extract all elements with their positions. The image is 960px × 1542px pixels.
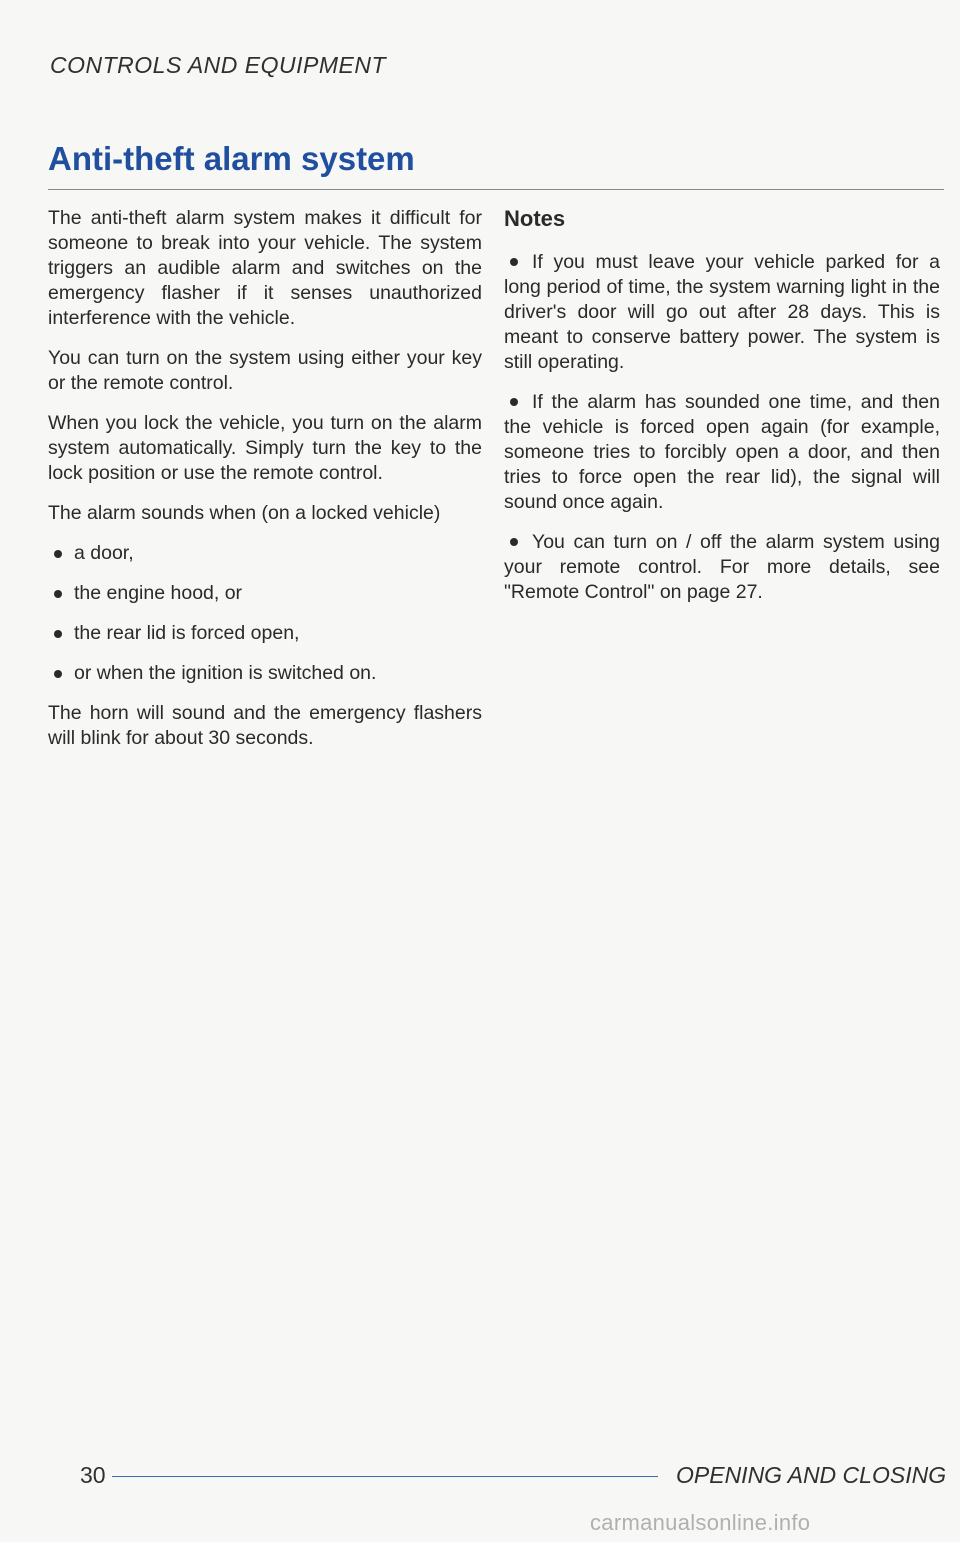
title-divider: [48, 189, 944, 190]
watermark: carmanualsonline.info: [590, 1510, 811, 1535]
bullet-icon: [510, 538, 518, 546]
notes-heading: Notes: [504, 206, 566, 231]
section-header: CONTROLS AND EQUIPMENT: [50, 52, 387, 78]
list-item-text: or when the ignition is switched on.: [74, 662, 377, 684]
page-title: Anti-theft alarm system: [48, 140, 415, 177]
horn-paragraph: The horn will sound and the emergency flashers will blink for about 30 seconds.: [48, 702, 482, 749]
note-item: [504, 530, 940, 605]
list-item: [48, 621, 482, 646]
left-column: [48, 206, 482, 766]
footer-divider: [112, 1476, 658, 1477]
bullet-icon: [54, 670, 62, 678]
footer-section-title: OPENING AND CLOSING: [676, 1462, 947, 1488]
alarm-sounds-paragraph: The alarm sounds when (on a locked vehicle): [48, 502, 441, 524]
bullet-icon: [54, 550, 62, 558]
intro-paragraph: The anti-theft alarm system makes it difficult for someone to break into your vehicle. The system triggers an audible alarm and switches on the emergency flasher if it senses unauthorized interference with the vehicle.: [48, 207, 482, 329]
notes-column: [504, 206, 940, 620]
note-item: [504, 390, 940, 515]
list-item: [48, 661, 482, 686]
page-number: 30: [80, 1462, 106, 1488]
lock-paragraph: When you lock the vehicle, you turn on the alarm system automatically. Simply turn the key to the lock position or use the remote control.: [48, 412, 482, 484]
note-item: [504, 250, 940, 375]
note-text: If you must leave your vehicle parked for a long period of time, the system warning light in the driver's door will go out after 28 days. This is meant to conserve battery power. The system is still operating.: [504, 251, 940, 373]
note-text: If the alarm has sounded one time, and then the vehicle is forced open again (for example, someone tries to forcibly open a door, and then tries to force open the rear lid), the signal will sound once again.: [504, 391, 940, 513]
list-item: [48, 541, 482, 566]
list-item: [48, 581, 482, 606]
bullet-icon: [510, 258, 518, 266]
list-item-text: a door,: [74, 542, 134, 564]
list-item-text: the rear lid is forced open,: [74, 622, 300, 644]
list-item-text: the engine hood, or: [74, 582, 243, 604]
turn-on-paragraph: You can turn on the system using either your key or the remote control.: [48, 347, 482, 394]
bullet-icon: [54, 590, 62, 598]
bullet-icon: [510, 398, 518, 406]
note-text: You can turn on / off the alarm system using your remote control. For more details, see "Remote Control" on page 27.: [504, 531, 940, 603]
bullet-icon: [54, 630, 62, 638]
